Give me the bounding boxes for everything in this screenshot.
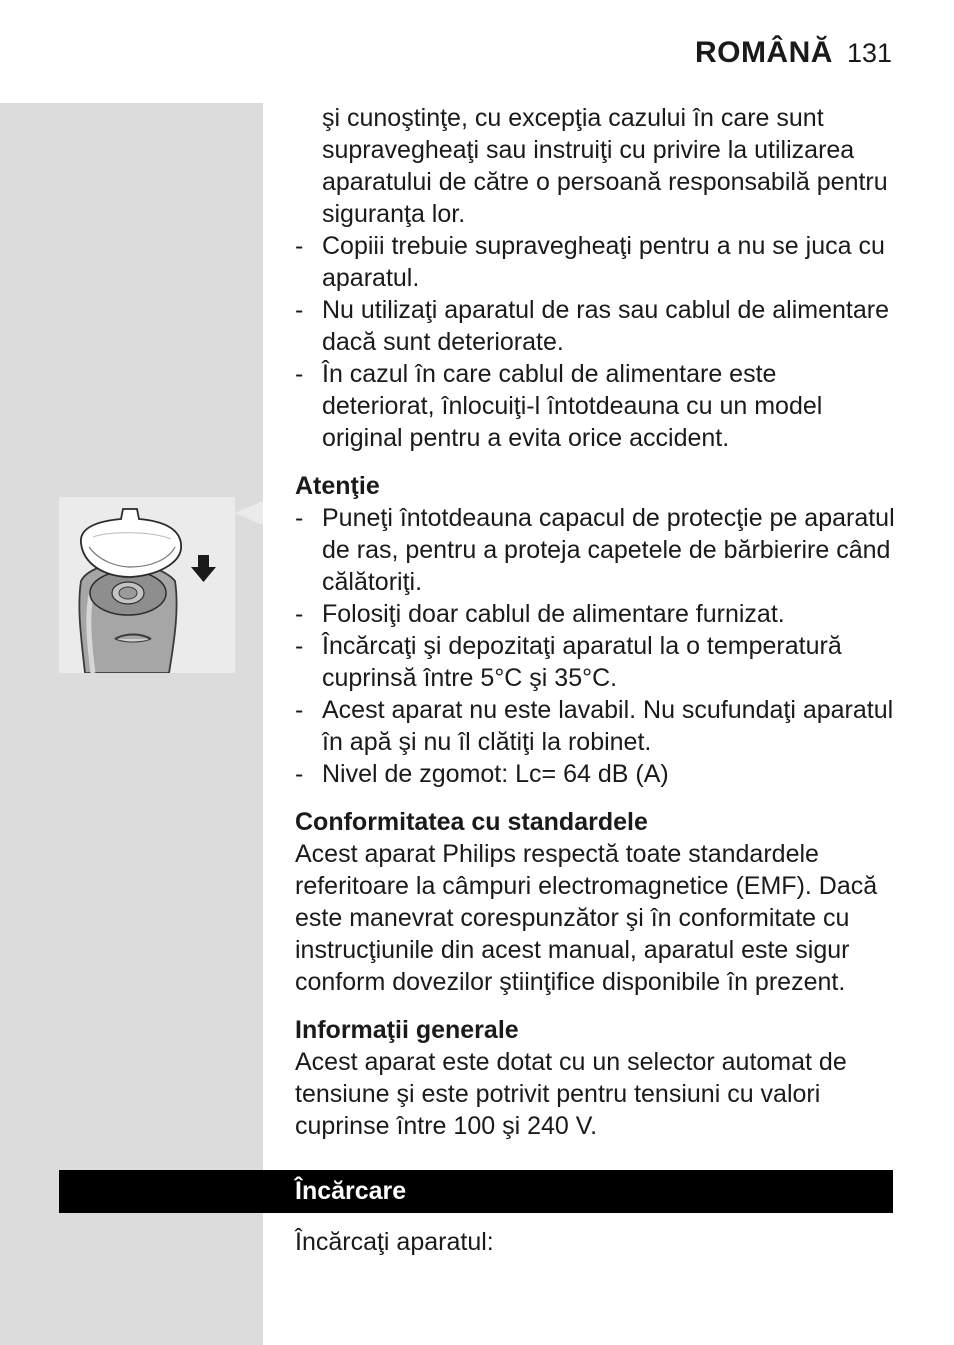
left-margin-band [0, 103, 263, 1345]
list-item: - Nu utilizaţi aparatul de ras sau cablul de alimentare dacă sunt deteriorate. [295, 296, 889, 356]
charging-heading: Încărcare [295, 1177, 407, 1205]
standards-body: Acest aparat Philips respectă toate standardele referitoare la câmpuri electromagnetice (EMF). Dacă este manevrat corespunzător şi în conformitate cu instrucţiunile din acest manual, aparatul este sigur conform dovezilor ştiinţifice disponibile în prezent. [295, 840, 878, 996]
bullet-dash: - [295, 600, 304, 628]
caution-list [295, 502, 895, 790]
shaver-icon [59, 497, 235, 673]
bullet-dash: - [295, 632, 304, 660]
list-item: - Acest aparat nu este lavabil. Nu scufundaţi aparatul în apă şi nu îl clătiţi la robinet. [295, 696, 894, 756]
language-title: ROMÂNĂ [694, 36, 833, 69]
bullet-dash: - [295, 504, 304, 532]
general-body: Acest aparat este dotat cu un selector automat de tensiune şi este potrivit pentru tensiuni cu valori cuprinse între 100 şi 240 V. [295, 1048, 847, 1140]
list-item: - Folosiţi doar cablul de alimentare furnizat. [295, 600, 785, 628]
charging-intro: Încărcaţi aparatul: [295, 1228, 494, 1256]
page-header [695, 36, 892, 70]
list-item: - Copiii trebuie supravegheaţi pentru a nu se juca cu aparatul. [295, 232, 885, 292]
warnings-list [295, 230, 895, 454]
bullet-dash: - [295, 696, 304, 724]
list-item: - În cazul în care cablul de alimentare este deteriorat, înlocuiţi-l întotdeauna cu un model original pentru a evita orice accident. [295, 360, 823, 452]
general-heading: Informaţii generale [295, 1016, 519, 1044]
charging-section-bar [59, 1170, 893, 1213]
list-item: - Încărcaţi şi depozitaţi aparatul la o temperatură cuprinsă între 5°C şi 35°C. [295, 632, 842, 692]
page-number: 131 [846, 38, 892, 68]
main-content [295, 102, 895, 1142]
bullet-dash: - [295, 760, 304, 788]
caution-heading: Atenţie [295, 472, 380, 500]
list-item: - Puneţi întotdeauna capacul de protecţie pe aparatul de ras, pentru a proteja capetele de bărbierire când călătoriţi. [295, 504, 895, 596]
standards-heading: Conformitatea cu standardele [295, 808, 648, 836]
bullet-dash: - [295, 296, 304, 324]
intro-continuation: şi cunoştinţe, cu excepţia cazului în care sunt supravegheaţi sau instruiţi cu privire la utilizarea aparatului de către o persoană responsabilă pentru siguranţa lor. [322, 104, 888, 228]
illustration-pointer [235, 501, 263, 525]
shaver-cap-illustration [59, 497, 235, 673]
bullet-dash: - [295, 360, 304, 388]
list-item: - Nivel de zgomot: Lc= 64 dB (A) [295, 760, 669, 788]
bullet-dash: - [295, 232, 304, 260]
